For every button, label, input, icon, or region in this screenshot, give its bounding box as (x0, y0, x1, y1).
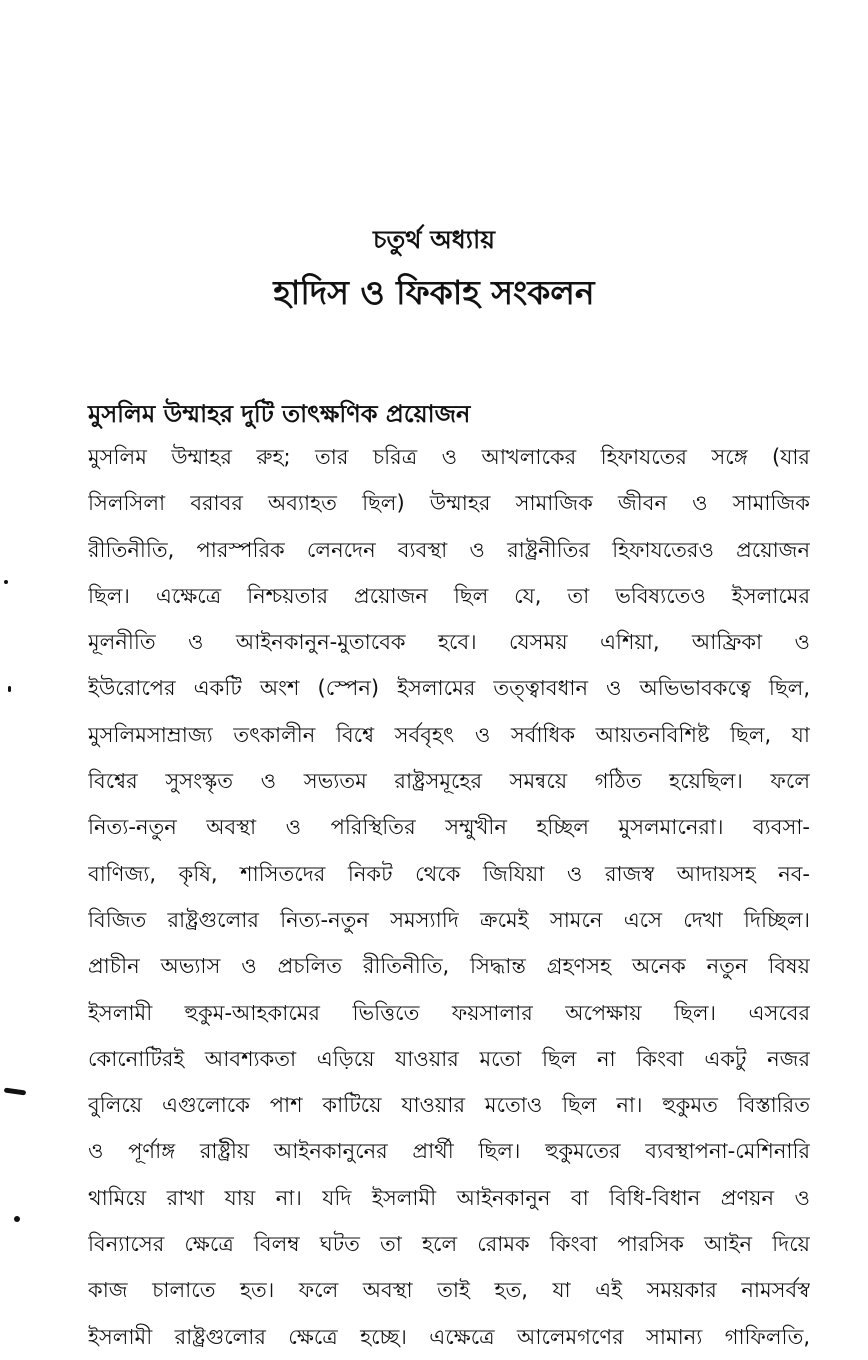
text-line: বাণিজ্য, কৃষি, শাসিতদের নিকট থেকে জিযিয়া ও রাজস্ব আদায়সহ নব- (88, 861, 810, 886)
text-line: রীতিনীতি, পারস্পরিক লেনদেন ব্যবস্থা ও রাষ্ট্রনীতির হিফাযতেরও প্রয়োজন (88, 537, 810, 562)
text-line: ইউরোপের একটি অংশ (স্পেন) ইসলামের তত্ত্বাবধান ও অভিভাবকত্বে ছিল, (88, 676, 810, 701)
chapter-title: হাদিস ও ফিকাহ সংকলন (273, 273, 595, 312)
text-line: থামিয়ে রাখা যায় না। যদি ইসলামী আইনকানুন বা বিধি-বিধান প্রণয়ন ও (88, 1185, 810, 1210)
text-line: বুলিয়ে এগুলোকে পাশ কাটিয়ে যাওয়ার মতোও ছিল না। হুকুমত বিস্তারিত (88, 1093, 810, 1118)
text-line: ছিল। এক্ষেত্রে নিশ্চয়তার প্রয়োজন ছিল যে, তা ভবিষ্যতেও ইসলামের (88, 583, 810, 608)
text-line: ইসলামী রাষ্ট্রগুলোর ক্ষেত্রে হচ্ছে। এক্ষেত্রে আলেমগণের সামান্য গাফিলতি, (88, 1324, 810, 1349)
text-line: ইসলামী হুকুম-আহকামের ভিত্তিতে ফয়সালার অপেক্ষায় ছিল। এসবের (88, 1000, 810, 1025)
text-line: বিন্যাসের ক্ষেত্রে বিলম্ব ঘটত তা হলে রোমক কিংবা পারসিক আইন দিয়ে (88, 1232, 810, 1257)
scan-speck (4, 1087, 26, 1095)
scan-speck (8, 686, 11, 692)
text-line: ও পূর্ণাঙ্গ রাষ্ট্রীয় আইনকানুনের প্রার্থী ছিল। হুকুমতের ব্যবস্থাপনা-মেশিনারি (88, 1139, 810, 1164)
text-line: বিশ্বের সুসংস্কৃত ও সভ্যতম রাষ্ট্রসমূহের সমন্বয়ে গঠিত হয়েছিল। ফলে (88, 769, 810, 794)
body-paragraph (88, 434, 810, 1360)
section-heading: মুসলিম উম্মাহর দুটি তাৎক্ষণিক প্রয়োজন (88, 400, 471, 428)
text-line: মুসলিমসাম্রাজ্য তৎকালীন বিশ্বে সর্ববৃহৎ ও সর্বাধিক আয়তনবিশিষ্ট ছিল, যা (88, 722, 810, 747)
text-line: মুসলিম উম্মাহর রুহ; তার চরিত্র ও আখলাকের হিফাযতের সঙ্গে (যার (88, 445, 810, 469)
chapter-label: চতুর্থ অধ্যায় (372, 225, 496, 254)
text-line: নিত্য-নতুন অবস্থা ও পরিস্থিতির সম্মুখীন হচ্ছিল মুসলমানেরা। ব্যবসা- (88, 815, 810, 840)
scan-speck (4, 580, 8, 584)
text-line: সিলসিলা বরাবর অব্যাহত ছিল) উম্মাহর সামাজিক জীবন ও সামাজিক (88, 491, 810, 516)
text-line: কোনোটিরই আবশ্যকতা এড়িয়ে যাওয়ার মতো ছিল না কিংবা একটু নজর (88, 1046, 810, 1071)
text-line: মূলনীতি ও আইনকানুন-মুতাবেক হবে। যেসময় এশিয়া, আফ্রিকা ও (88, 630, 810, 655)
scan-speck (14, 1216, 20, 1222)
text-line: কাজ চালাতে হত। ফলে অবস্থা তাই হত, যা এই সময়কার নামসর্বস্ব (88, 1278, 810, 1303)
text-line: বিজিত রাষ্ট্রগুলোর নিত্য-নতুন সমস্যাদি ক্রমেই সামনে এসে দেখা দিচ্ছিল। (88, 907, 810, 932)
text-line: প্রাচীন অভ্যাস ও প্রচলিত রীতিনীতি, সিদ্ধান্ত গ্রহণসহ অনেক নতুন বিষয় (88, 954, 810, 979)
